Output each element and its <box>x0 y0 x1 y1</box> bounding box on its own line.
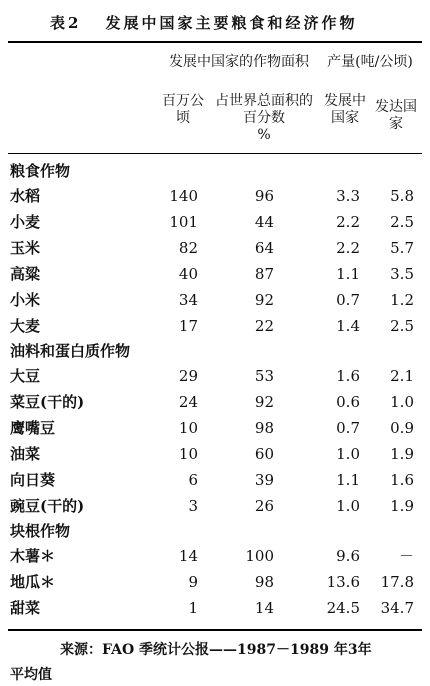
area-million-ha: 34 <box>178 291 198 309</box>
crop-name: 木薯＊ <box>10 547 56 565</box>
header-yield-group: 产量(吨/公顷) <box>327 54 413 70</box>
crop-name: 豌豆(干的) <box>10 497 85 515</box>
header-million-ha: 百万公顷 <box>162 93 204 126</box>
header-percent-text: 占世界总面积的百分数 <box>215 93 313 126</box>
yield-developed: 1.9 <box>390 445 414 463</box>
table-row <box>0 417 430 439</box>
area-million-ha: 17 <box>178 317 198 335</box>
area-million-ha: 6 <box>188 471 198 489</box>
table-row <box>0 289 430 311</box>
yield-developed: 1.6 <box>390 471 414 489</box>
area-percent-world: 26 <box>254 497 274 515</box>
yield-developed: － <box>398 547 414 565</box>
yield-developing: 1.0 <box>336 497 360 515</box>
header-area-group: 发展中国家的作物面积 <box>169 54 309 70</box>
table-row <box>0 545 430 567</box>
table-row <box>0 495 430 517</box>
table-row <box>0 263 430 285</box>
table-row <box>0 315 430 337</box>
yield-developed: 1.0 <box>390 393 414 411</box>
yield-developed: 0.9 <box>390 419 414 437</box>
yield-developed: 5.8 <box>390 187 414 205</box>
area-percent-world: 87 <box>254 265 274 283</box>
yield-developing: 1.1 <box>336 265 360 283</box>
yield-developing: 0.7 <box>336 291 360 309</box>
area-percent-world: 39 <box>254 471 274 489</box>
crop-name: 小米 <box>10 291 41 309</box>
source-note: 来源：FAO 季统计公报——1987－1989 年3年 <box>60 642 372 658</box>
crop-name: 菜豆(干的) <box>10 393 85 411</box>
yield-developed: 34.7 <box>380 599 414 617</box>
table-row <box>0 185 430 207</box>
crop-name: 水稻 <box>10 187 41 205</box>
crop-name: 小麦 <box>10 213 41 231</box>
yield-developing: 1.1 <box>336 471 360 489</box>
yield-developing: 1.4 <box>336 317 360 335</box>
area-million-ha: 82 <box>178 239 198 257</box>
crop-name: 鹰嘴豆 <box>10 419 56 437</box>
header-rule <box>8 153 422 154</box>
bottom-rule <box>8 629 422 631</box>
section-heading: 粮食作物 <box>10 162 71 180</box>
area-percent-world: 96 <box>254 187 274 205</box>
yield-developed: 1.9 <box>390 497 414 515</box>
area-million-ha: 1 <box>188 599 198 617</box>
area-percent-world: 92 <box>254 393 274 411</box>
area-million-ha: 3 <box>188 497 198 515</box>
crop-name: 玉米 <box>10 239 41 257</box>
area-million-ha: 101 <box>169 213 198 231</box>
yield-developed: 2.1 <box>390 367 414 385</box>
yield-developing: 3.3 <box>336 187 360 205</box>
area-million-ha: 10 <box>178 419 198 437</box>
table-title-text: 发展中国家主要粮食和经济作物 <box>105 14 358 32</box>
area-million-ha: 10 <box>178 445 198 463</box>
section-heading: 块根作物 <box>10 522 71 540</box>
area-percent-world: 44 <box>254 213 274 231</box>
yield-developed: 17.8 <box>380 573 414 591</box>
crop-name: 向日葵 <box>10 471 56 489</box>
crop-name: 大豆 <box>10 367 41 385</box>
yield-developing: 2.2 <box>336 213 360 231</box>
crop-name: 油菜 <box>10 445 41 463</box>
area-million-ha: 9 <box>188 573 198 591</box>
table-row <box>0 571 430 593</box>
yield-developed: 1.2 <box>390 291 414 309</box>
crop-name: 高粱 <box>10 265 41 283</box>
table-row <box>0 211 430 233</box>
yield-developed: 2.5 <box>390 213 414 231</box>
table-row <box>0 469 430 491</box>
table-row <box>0 443 430 465</box>
area-million-ha: 140 <box>169 187 198 205</box>
header-percent-world <box>210 93 318 144</box>
yield-developed: 2.5 <box>390 317 414 335</box>
area-million-ha: 14 <box>178 547 198 565</box>
crop-name: 甜菜 <box>10 599 41 617</box>
area-percent-world: 100 <box>245 547 274 565</box>
yield-developing: 0.6 <box>336 393 360 411</box>
area-percent-world: 92 <box>254 291 274 309</box>
yield-developed: 5.7 <box>390 239 414 257</box>
yield-developing: 24.5 <box>326 599 360 617</box>
yield-developing: 13.6 <box>326 573 360 591</box>
header-developed: 发达国家 <box>375 99 417 132</box>
header-percent-symbol: % <box>257 127 271 143</box>
area-percent-world: 60 <box>254 445 274 463</box>
area-percent-world: 14 <box>254 599 274 617</box>
yield-developing: 1.6 <box>336 367 360 385</box>
area-percent-world: 22 <box>254 317 274 335</box>
section-heading: 油料和蛋白质作物 <box>10 342 131 360</box>
crop-name: 地瓜＊ <box>10 573 56 591</box>
table-row <box>0 237 430 259</box>
yield-developing: 0.7 <box>336 419 360 437</box>
source-note-continued: 平均值 <box>10 667 52 683</box>
table-row <box>0 597 430 619</box>
table-label: 表2 <box>50 14 82 32</box>
table-title <box>50 12 357 33</box>
area-percent-world: 98 <box>254 419 274 437</box>
yield-developing: 2.2 <box>336 239 360 257</box>
crop-name: 大麦 <box>10 317 41 335</box>
yield-developing: 1.0 <box>336 445 360 463</box>
area-million-ha: 40 <box>178 265 198 283</box>
area-million-ha: 29 <box>178 367 198 385</box>
yield-developing: 9.6 <box>336 547 360 565</box>
table-row <box>0 391 430 413</box>
area-percent-world: 64 <box>254 239 274 257</box>
header-developing: 发展中国家 <box>324 93 366 126</box>
top-rule <box>8 41 422 43</box>
table-row <box>0 365 430 387</box>
yield-developed: 3.5 <box>390 265 414 283</box>
area-percent-world: 98 <box>254 573 274 591</box>
area-percent-world: 53 <box>254 367 274 385</box>
area-million-ha: 24 <box>178 393 198 411</box>
